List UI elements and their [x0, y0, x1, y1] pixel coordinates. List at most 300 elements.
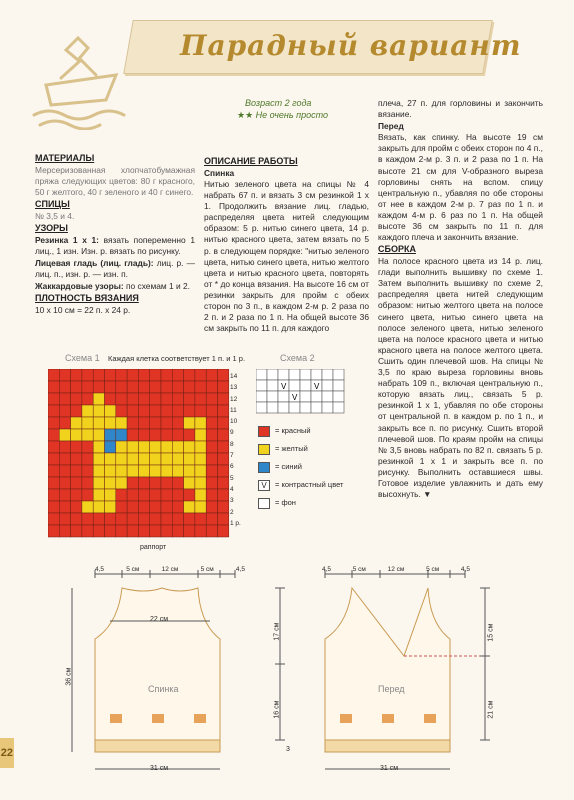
chart-cell	[206, 513, 217, 525]
left-column	[35, 153, 195, 317]
chart-cell	[116, 369, 127, 381]
chart-cell	[93, 393, 104, 405]
chart-cell	[59, 369, 70, 381]
needles-text: № 3,5 и 4.	[35, 211, 75, 222]
chart-cell	[93, 453, 104, 465]
chart-cell	[116, 453, 127, 465]
chart-cell	[195, 513, 206, 525]
chart-cell	[71, 393, 82, 405]
chart-cell	[195, 489, 206, 501]
chart-cell	[267, 402, 278, 413]
chart-cell	[184, 453, 195, 465]
chart-cell	[59, 429, 70, 441]
page-number: 22	[0, 738, 14, 768]
chart-cell	[195, 477, 206, 489]
chart-cell	[218, 453, 229, 465]
chart-cell	[105, 417, 116, 429]
back-upper-dim: 17 см	[273, 622, 281, 641]
chart-cell	[116, 441, 127, 453]
chart-cell	[48, 441, 59, 453]
chart-cell	[93, 525, 104, 537]
chart-cell	[289, 380, 300, 391]
chart-cell	[172, 525, 183, 537]
chart-cell	[218, 501, 229, 513]
chart-cell	[311, 391, 322, 402]
chart-cell	[127, 453, 138, 465]
chart-cell	[289, 402, 300, 413]
scheme2-label: Схема 2	[280, 353, 315, 363]
chart-cell	[256, 369, 267, 380]
chart-cell	[93, 465, 104, 477]
chart-cell	[127, 465, 138, 477]
chart-cell	[48, 381, 59, 393]
chart-cell	[48, 429, 59, 441]
chart-cell	[150, 525, 161, 537]
row-label: 6	[230, 463, 234, 471]
chart-cell	[172, 393, 183, 405]
chart-cell	[105, 513, 116, 525]
chart-cell	[116, 465, 127, 477]
chart-cell	[59, 465, 70, 477]
chart-cell	[93, 381, 104, 393]
chart-cell	[161, 453, 172, 465]
chart-cell	[127, 429, 138, 441]
chart-cell	[127, 369, 138, 381]
chart-cell	[333, 402, 344, 413]
chart-cell	[184, 369, 195, 381]
chart-cell	[71, 369, 82, 381]
chart-cell	[333, 391, 344, 402]
chart-cell	[161, 381, 172, 393]
chart-cell	[333, 369, 344, 380]
row-label: 14	[230, 373, 238, 380]
chart-cell	[206, 453, 217, 465]
chart-cell	[172, 429, 183, 441]
chart-cell	[127, 501, 138, 513]
row-label: 3	[230, 497, 234, 505]
chart-note: Каждая клетка соответствует 1 п. и 1 р.	[108, 354, 246, 363]
chart-cell	[48, 405, 59, 417]
back-text: Нитью зеленого цвета на спицы № 4 набрать 67 п. и вязать 3 см резинкой 1 х 1. Продолжить вязание лиц. гладью, распределяя цвета нитей следующим образом: 5 р. нитью синего цвета, 14 р. нитью красного цвета, затем вязать по 5 р. в следующем порядке: "нитью зеленого цвета, нитью синего цвета, нитью желтого цвета и нитью красного цвета, повторять от * до конца вязания. На высоте 16 см от резинки закрыть для пройм с обеих сторон по 3 п., в каждом 2-м р. 2 раза по 2 п. и 2 раза по 1 п. На общей высоте 36 см закрыть по 11 п. для каждого	[204, 178, 369, 334]
chart-cell	[195, 525, 206, 537]
chart-cell	[195, 501, 206, 513]
chart-cell	[172, 513, 183, 525]
front-text: Вязать, как спинку. На высоте 19 см закрыть для пройм с обеих сторон по 4 п., в каждом 2-м р. 3 п. и 2 раза по 1 п. На высоте 21 см для V-образного выреза горловины снять на вспом. спицу центральную п., убавляя по обе стороны от нее в каждом 2-м р. 7 раз по 1 п. и каждом 4-м р. 6 раз по 1 п. На общей высоте 36 см закрыть по 11 п. для каждого плеча и закончить вязание.	[378, 132, 543, 243]
chart-cell	[138, 501, 149, 513]
chart-cell	[93, 501, 104, 513]
chart-cell	[138, 477, 149, 489]
chart-cell	[311, 402, 322, 413]
chart-cell	[161, 465, 172, 477]
age-label: Возраст 2 года	[245, 98, 312, 108]
chart-cell	[150, 513, 161, 525]
row-label: 12	[230, 395, 238, 403]
chart-cell	[333, 380, 344, 391]
chart-cell	[71, 489, 82, 501]
chart-cell	[278, 402, 289, 413]
back-chest-dim: 22 см	[150, 616, 169, 623]
chart-cell	[127, 405, 138, 417]
chart-cell	[105, 369, 116, 381]
chart-cell	[172, 501, 183, 513]
chart-cell	[59, 501, 70, 513]
chart-cell	[48, 489, 59, 501]
chart-cell	[150, 417, 161, 429]
chart-cell	[267, 391, 278, 402]
repeat-label: раппорт	[140, 544, 167, 551]
chart-cell	[71, 405, 82, 417]
chart-cell	[127, 513, 138, 525]
chart-cell	[206, 393, 217, 405]
chart-cell	[172, 405, 183, 417]
chart-cell	[184, 381, 195, 393]
chart-cell	[206, 501, 217, 513]
front-label: Перед	[378, 684, 405, 694]
chart-cell	[138, 393, 149, 405]
chart-cell	[184, 441, 195, 453]
chart-cell	[82, 429, 93, 441]
chart-cell	[218, 513, 229, 525]
legend-swatch	[258, 462, 270, 473]
scheme2-grid	[256, 369, 346, 415]
back-top-dims: 4,5 5 см 12 см 5 см 4,5	[95, 566, 245, 573]
color-legend	[258, 422, 373, 512]
chart-cell	[138, 369, 149, 381]
chart-cell	[127, 525, 138, 537]
chart-cell	[138, 381, 149, 393]
row-label: 5	[230, 474, 234, 482]
chart-cell	[105, 381, 116, 393]
chart-cell	[206, 417, 217, 429]
chart-cell	[161, 369, 172, 381]
row-label: 13	[230, 384, 238, 392]
chart-cell	[105, 393, 116, 405]
chart-cell	[184, 393, 195, 405]
chart-cell	[82, 405, 93, 417]
scheme1-grid	[48, 369, 230, 541]
assembly-text: На полосе красного цвета из 14 р. лиц. глади выполнить вышивку по схеме 1. Затем выполнить вышивку по схеме 2, распределяя цвета нитей следующим образом: нитью желтого цвета на полосе синего цвета, нитью синего цвета на полосе зеленого цвета, нитью зеленого цвета на полосе красного цвета и нитью красного цвета на полосе желтого цвета. Сшить один плечевой шов. На спицы № 3,5 по краю выреза горловины вновь набрать 109 п., включая центральную п., которую вязать лиц., связать 5 р. резинкой 1 х 1, убавляя по обе стороны от центральной п. в каждом р. по 1 п., и закрыть все п. по рисунку. Сшить второй плечевой шов. По краям пройм на спицы № 3,5 вновь набрать по 82 п. связать 5 р. резинкой 1 х 1 и закрыть все п. по рисунку. Выполнить оставшиеся швы. Готовое изделие увлажнить и дать ему высохнуть. ▼	[378, 256, 543, 500]
back-lower-dim: 16 см	[273, 700, 281, 719]
chart-cell	[218, 429, 229, 441]
gauge-heading: ПЛОТНОСТЬ ВЯЗАНИЯ	[35, 293, 139, 304]
chart-cell	[82, 525, 93, 537]
chart-cell	[59, 477, 70, 489]
page-title: Парадный вариант	[180, 29, 522, 62]
difficulty-stars: ★★	[237, 110, 254, 120]
chart-cell	[138, 417, 149, 429]
chart-cell	[48, 465, 59, 477]
gauge-text: 10 х 10 см = 22 п. х 24 р.	[35, 305, 131, 316]
legend-swatch: V	[258, 480, 270, 491]
chart-cell	[195, 381, 206, 393]
chart-cell	[93, 489, 104, 501]
legend-item: = красный	[258, 422, 373, 440]
chart-cell	[48, 369, 59, 381]
chart-cell	[161, 501, 172, 513]
legend-swatch	[258, 426, 270, 437]
chart-cell	[59, 441, 70, 453]
chart-cell	[172, 441, 183, 453]
chart-cell	[184, 405, 195, 417]
chart-cell	[48, 453, 59, 465]
chart-cell	[278, 391, 289, 402]
chart-cell	[206, 405, 217, 417]
chart-cell	[206, 381, 217, 393]
chart-cell	[172, 381, 183, 393]
legend-swatch	[258, 444, 270, 455]
back-width-dim: 31 см	[150, 765, 169, 772]
chart-cell	[93, 429, 104, 441]
chart-cell	[59, 489, 70, 501]
chart-cell	[82, 393, 93, 405]
chart-cell	[71, 441, 82, 453]
chart-cell	[172, 417, 183, 429]
middle-column	[204, 156, 369, 335]
chart-cell	[150, 501, 161, 513]
chart-cell	[71, 453, 82, 465]
chart-cell	[267, 369, 278, 380]
chart-cell	[138, 405, 149, 417]
chart-cell	[48, 417, 59, 429]
chart-cell	[184, 429, 195, 441]
chart-cell	[59, 417, 70, 429]
chart-cell	[93, 417, 104, 429]
chart-cell	[82, 501, 93, 513]
patterns-heading: УЗОРЫ	[35, 223, 68, 234]
chart-cell	[150, 381, 161, 393]
chart-cell	[82, 369, 93, 381]
chart-cell	[218, 525, 229, 537]
chart-cell	[195, 369, 206, 381]
chart-cell	[127, 489, 138, 501]
chart-cell	[322, 402, 333, 413]
chart-cell	[116, 381, 127, 393]
chart-cell	[300, 380, 311, 391]
legend-item: = синий	[258, 458, 373, 476]
chart-cell	[105, 477, 116, 489]
chart-cell	[218, 465, 229, 477]
chart-cell	[105, 525, 116, 537]
front-lower-dim: 21 см	[487, 700, 495, 719]
chart-cell	[48, 513, 59, 525]
chart-cell	[59, 525, 70, 537]
chart-cell	[138, 453, 149, 465]
chart-cell	[116, 429, 127, 441]
chart-cell	[71, 525, 82, 537]
contrast-mark: V	[292, 393, 298, 402]
chart-cell	[48, 501, 59, 513]
chart-cell	[105, 465, 116, 477]
chart-cell	[256, 402, 267, 413]
chart-cell	[93, 405, 104, 417]
chart-cell	[289, 369, 300, 380]
row-label: 8	[230, 440, 234, 448]
back-heading: Спинка	[204, 167, 235, 178]
chart-cell	[82, 477, 93, 489]
chart-cell	[206, 489, 217, 501]
chart-cell	[195, 465, 206, 477]
front-upper-dim: 15 см	[487, 623, 495, 642]
chart-cell	[218, 405, 229, 417]
chart-cell	[161, 513, 172, 525]
chart-cell	[138, 429, 149, 441]
legend-item: V = контрастный цвет	[258, 476, 373, 494]
back-label: Спинка	[148, 684, 179, 694]
chart-cell	[172, 489, 183, 501]
chart-cell	[71, 417, 82, 429]
chart-cell	[71, 513, 82, 525]
rib-pattern: Резинка 1 х 1: вязать попеременно 1 лиц., 1 изн. Изн. р. вязать по рисунку.	[35, 235, 196, 257]
chart-cell	[206, 441, 217, 453]
chart-cell	[82, 381, 93, 393]
legend-swatch	[258, 498, 270, 509]
chart-cell	[105, 453, 116, 465]
stockinette-pattern: Лицевая гладь (лиц. гладь): лиц. р. — лиц. п., изн. р. — изн. п.	[35, 258, 196, 280]
chart-cell	[278, 369, 289, 380]
chart-cell	[161, 393, 172, 405]
chart-cell	[93, 513, 104, 525]
chart-cell	[93, 441, 104, 453]
chart-cell	[116, 393, 127, 405]
chart-cell	[150, 405, 161, 417]
chart-cell	[195, 453, 206, 465]
chart-cell	[150, 429, 161, 441]
legend-item: = желтый	[258, 440, 373, 458]
row-label: 4	[230, 485, 234, 493]
chart-cell	[150, 393, 161, 405]
chart-cell	[48, 525, 59, 537]
chart-cell	[195, 405, 206, 417]
chart-cell	[206, 465, 217, 477]
chart-cell	[195, 429, 206, 441]
row-label: 1 р.	[230, 519, 241, 527]
chart-cell	[218, 393, 229, 405]
chart-cell	[150, 477, 161, 489]
chart-cell	[138, 441, 149, 453]
chart-cell	[116, 417, 127, 429]
chart-cell	[161, 429, 172, 441]
chart-cell	[161, 489, 172, 501]
chart-cell	[184, 501, 195, 513]
chart-cell	[218, 489, 229, 501]
chart-cell	[218, 381, 229, 393]
chart-cell	[218, 477, 229, 489]
chart-cell	[138, 525, 149, 537]
chart-cell	[48, 477, 59, 489]
chart-cell	[218, 441, 229, 453]
right-column	[378, 98, 543, 501]
chart-cell	[59, 453, 70, 465]
chart-cell	[300, 402, 311, 413]
chart-cell	[105, 489, 116, 501]
chart-cell	[300, 369, 311, 380]
chart-cell	[184, 465, 195, 477]
chart-cell	[82, 417, 93, 429]
chart-cell	[161, 477, 172, 489]
chart-cell	[172, 369, 183, 381]
assembly-heading: СБОРКА	[378, 244, 416, 255]
chart-cell	[71, 501, 82, 513]
chart-cell	[150, 465, 161, 477]
front-width-dim: 31 см	[380, 765, 399, 772]
chart-cell	[311, 369, 322, 380]
jacquard-pattern: Жаккардовые узоры: по схемам 1 и 2.	[35, 281, 190, 292]
chart-cell	[105, 405, 116, 417]
contrast-mark: V	[281, 382, 287, 391]
chart-cell	[218, 417, 229, 429]
chart-cell	[48, 393, 59, 405]
chart-cell	[172, 453, 183, 465]
chart-cell	[82, 489, 93, 501]
materials-heading: МАТЕРИАЛЫ	[35, 153, 95, 163]
chart-cell	[138, 513, 149, 525]
chart-cell	[71, 465, 82, 477]
chart-cell	[206, 477, 217, 489]
back-height-dim: 36 см	[65, 667, 73, 686]
chart-cell	[256, 380, 267, 391]
chart-cell	[138, 489, 149, 501]
chart-cell	[300, 391, 311, 402]
work-heading: ОПИСАНИЕ РАБОТЫ	[204, 156, 298, 166]
difficulty-text: Не очень просто	[255, 110, 328, 120]
chart-cell	[172, 465, 183, 477]
chart-cell	[322, 369, 333, 380]
chart-cell	[116, 513, 127, 525]
chart-cell	[184, 417, 195, 429]
chart-cell	[127, 417, 138, 429]
difficulty-label	[237, 110, 328, 122]
chart-cell	[105, 441, 116, 453]
chart-cell	[116, 525, 127, 537]
chart-cell	[59, 381, 70, 393]
row-label: 11	[230, 406, 237, 414]
chart-cell	[206, 525, 217, 537]
chart-row-numbers	[230, 371, 250, 529]
chart-cell	[195, 393, 206, 405]
ship-logo-icon	[26, 30, 136, 130]
chart-cell	[82, 465, 93, 477]
chart-cell	[59, 393, 70, 405]
front-top-dims: 4,5 5 см 12 см 5 см 4,5	[322, 566, 470, 573]
back-text-continued: плеча, 27 п. для горловины и закончить вязание.	[378, 98, 543, 120]
chart-cell	[93, 477, 104, 489]
chart-cell	[59, 513, 70, 525]
chart-cell	[116, 489, 127, 501]
chart-cell	[127, 477, 138, 489]
chart-cell	[184, 513, 195, 525]
row-label: 7	[230, 452, 234, 460]
chart-cell	[206, 429, 217, 441]
chart-cell	[105, 501, 116, 513]
chart-cell	[150, 489, 161, 501]
chart-cell	[150, 369, 161, 381]
chart-cell	[322, 391, 333, 402]
chart-cell	[71, 477, 82, 489]
chart-cell	[105, 429, 116, 441]
row-label: 2	[230, 508, 234, 516]
needles-heading: СПИЦЫ	[35, 199, 70, 210]
chart-cell	[322, 380, 333, 391]
chart-cell	[82, 453, 93, 465]
chart-cell	[206, 369, 217, 381]
chart-cell	[116, 501, 127, 513]
chart-cell	[172, 477, 183, 489]
chart-cell	[256, 391, 267, 402]
front-schematic-drawing	[300, 564, 520, 800]
chart-cell	[127, 381, 138, 393]
chart-cell	[116, 477, 127, 489]
chart-cell	[93, 369, 104, 381]
